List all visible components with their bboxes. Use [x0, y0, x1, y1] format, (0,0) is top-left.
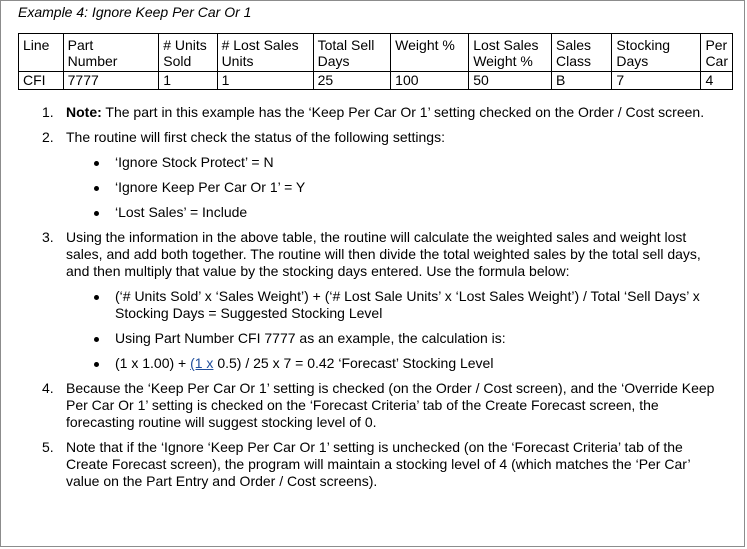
step-text: Using the information in the above table, the routine will calculate the weighted sales and weight lost sales, and add both together. The routine will then divide the total weighted sales by the total sell days, and then multiply that value by the stocking days entered. Use the formula below: [66, 229, 701, 279]
step-number: 2. [42, 129, 54, 145]
header-cell: # Lost Sales Units [217, 34, 313, 72]
step-number: 5. [42, 439, 54, 455]
example-caption: Example 4: Ignore Keep Per Car Or 1 [18, 4, 252, 20]
step-1 [42, 104, 716, 121]
table-cell: 1 [217, 72, 313, 90]
table-cell: 100 [391, 72, 469, 90]
step-text: Note that if the ‘Ignore ‘Keep Per Car Or 1’ setting is unchecked (on the ‘Forecast Criteria’ tab of the Create Forecast screen), the program will maintain a stocking level of 4 (which matches the ‘Per Car’ value on the Part Entry and Order / Cost screens). [66, 439, 691, 489]
header-cell: Line [19, 34, 64, 72]
step-text: The routine will first check the status of the following settings: [66, 129, 445, 145]
table-row [19, 72, 733, 90]
example-table [18, 33, 733, 90]
calc-post: 0.5) / 25 x 7 = 0.42 ‘Forecast’ Stocking Level [213, 355, 494, 371]
table-cell: 25 [313, 72, 391, 90]
header-cell: Part Number [63, 34, 159, 72]
step-2 [42, 129, 716, 221]
note-label: Note: [66, 104, 102, 120]
header-cell: Weight % [391, 34, 469, 72]
steps-list [42, 104, 716, 498]
list-item: ‘Ignore Keep Per Car Or 1’ = Y [66, 179, 716, 196]
formula-list [66, 288, 716, 372]
list-item: Using Part Number CFI 7777 as an example, the calculation is: [66, 330, 716, 347]
header-cell: Total Sell Days [313, 34, 391, 72]
table-cell: 7777 [63, 72, 159, 90]
table-cell: B [552, 72, 612, 90]
list-item: ‘Ignore Stock Protect’ = N [66, 154, 716, 171]
step-number: 4. [42, 380, 54, 396]
header-cell: Lost Sales Weight % [469, 34, 552, 72]
table-cell: 1 [159, 72, 217, 90]
list-item [66, 355, 716, 372]
step-4 [42, 380, 716, 431]
table-cell: CFI [19, 72, 64, 90]
step-text: The part in this example has the ‘Keep Per Car Or 1’ setting checked on the Order / Cost screen. [101, 104, 705, 120]
settings-list [66, 154, 716, 221]
step-3 [42, 229, 716, 372]
table-header-row [19, 34, 733, 72]
table-cell: 50 [469, 72, 552, 90]
step-number: 1. [42, 104, 54, 120]
calc-link[interactable]: (1 x [190, 355, 214, 371]
list-item: (‘# Units Sold’ x ‘Sales Weight’) + (‘# Lost Sale Units’ x ‘Lost Sales Weight’) / Total ‘Sell Days’ x Stocking Days = Suggested Stocking Level [66, 288, 716, 322]
header-cell: Per Car [701, 34, 733, 72]
list-item: ‘Lost Sales’ = Include [66, 204, 716, 221]
table-cell: 7 [612, 72, 701, 90]
step-5 [42, 439, 716, 490]
header-cell: Sales Class [552, 34, 612, 72]
step-number: 3. [42, 229, 54, 245]
step-text: Because the ‘Keep Per Car Or 1’ setting is checked (on the Order / Cost screen), and the ‘Override Keep Per Car Or 1’ setting is checked on the ‘Forecast Criteria’ tab of the Create Forecast screen, the forecasting routine will suggest stocking level of 0. [66, 380, 715, 430]
table-cell: 4 [701, 72, 733, 90]
header-cell: # Units Sold [159, 34, 217, 72]
calc-pre: (1 x 1.00) + [115, 355, 191, 371]
header-cell: Stocking Days [612, 34, 701, 72]
